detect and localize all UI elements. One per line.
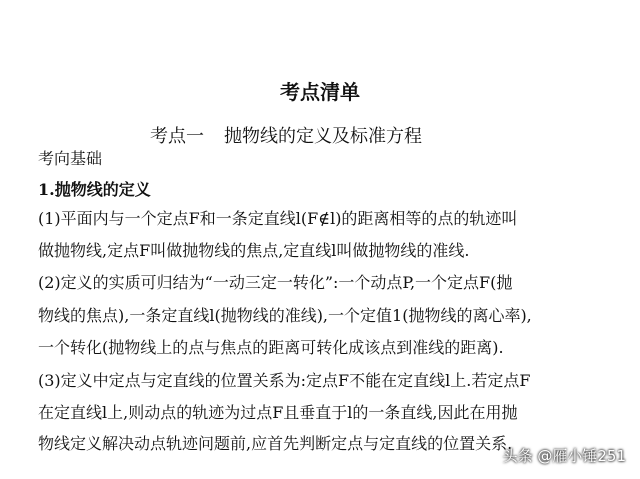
watermark-text: 头条 @雁小锤251 bbox=[502, 447, 626, 465]
paragraph2-line2: 物线的焦点),一条定直线l(抛物线的准线),一个定值1(抛物线的离心率), bbox=[38, 306, 532, 325]
paragraph2-line3: 一个转化(抛物线上的点与焦点的距离可转化成该点到准线的距离). bbox=[38, 338, 504, 357]
section-title bbox=[150, 122, 422, 148]
paragraph1-line2: 做抛物线,定点F叫做抛物线的焦点,定直线l叫做抛物线的准线. bbox=[38, 241, 470, 260]
watermark bbox=[503, 445, 626, 466]
section-name: 抛物线的定义及标准方程 bbox=[224, 126, 422, 147]
paragraph3-line3: 物线定义解决动点轨迹问题前,应首先判断定点与定直线的位置关系. bbox=[38, 434, 513, 453]
paragraph2-line1: (2)定义的实质可归结为“一动三定一转化”:一个动点P,一个定点F(抛 bbox=[38, 273, 513, 292]
section-label: 考点一 bbox=[150, 126, 204, 147]
paragraph3-line1: (3)定义中定点与定直线的位置关系为:定点F不能在定直线l上.若定点F bbox=[38, 371, 531, 390]
item-heading: 1.抛物线的定义 bbox=[38, 180, 151, 199]
paragraph1-line1: (1)平面内与一个定点F和一条定直线l(F∉l)的距离相等的点的轨迹叫 bbox=[38, 209, 518, 228]
sub-heading: 考向基础 bbox=[38, 149, 103, 168]
paragraph3-line2: 在定直线l上,则动点的轨迹为过点F且垂直于l的一条直线,因此在用抛 bbox=[38, 403, 518, 422]
page-title: 考点清单 bbox=[280, 80, 360, 104]
